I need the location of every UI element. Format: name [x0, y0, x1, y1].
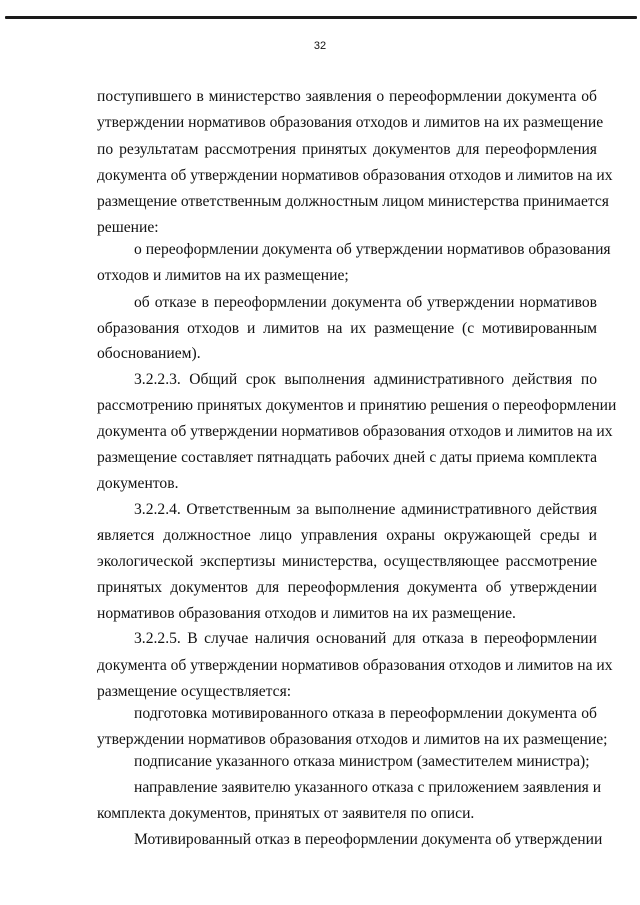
- text-line: документов.: [97, 475, 179, 492]
- text-line: 3.2.2.3. Общий срок выполнения административного действия по: [134, 371, 597, 388]
- scan-top-rule: [5, 16, 637, 19]
- text-line: подписание указанного отказа министром (заместителем министра);: [134, 753, 590, 770]
- text-line: принятых документов для переоформления документа об утверждении: [97, 579, 597, 596]
- text-line: размещение составляет пятнадцать рабочих дней с даты приема комплекта: [97, 449, 597, 466]
- text-line: о переоформлении документа об утверждении нормативов образования: [134, 241, 611, 258]
- page-number: 32: [313, 40, 327, 52]
- text-line: документа об утверждении нормативов образования отходов и лимитов на их: [97, 657, 613, 674]
- text-line: утверждении нормативов образования отходов и лимитов на их размещение: [97, 114, 604, 131]
- text-line: размещение ответственным должностным лицом министерства принимается: [97, 193, 609, 210]
- text-line: 3.2.2.5. В случае наличия оснований для отказа в переоформлении: [134, 630, 597, 647]
- text-line: подготовка мотивированного отказа в переоформлении документа об: [134, 705, 597, 722]
- text-line: об отказе в переоформлении документа об утверждении нормативов: [134, 294, 597, 311]
- text-line: образования отходов и лимитов на их размещение (с мотивированным: [97, 320, 597, 337]
- text-line: комплекта документов, принятых от заявителя по описи.: [97, 805, 475, 822]
- text-line: нормативов образования отходов и лимитов на их размещение.: [97, 605, 516, 622]
- text-line: рассмотрению принятых документов и принятию решения о переоформлении: [97, 397, 617, 414]
- text-line: размещение осуществляется:: [97, 683, 292, 700]
- text-line: экологической экспертизы министерства, осуществляющее рассмотрение: [97, 553, 597, 570]
- text-line: документа об утверждении нормативов образования отходов и лимитов на их: [97, 167, 613, 184]
- text-line: обоснованием).: [97, 345, 201, 362]
- text-line: 3.2.2.4. Ответственным за выполнение административного действия: [134, 501, 597, 518]
- text-line: решение:: [97, 219, 159, 236]
- text-line: поступившего в министерство заявления о переоформлении документа об: [97, 88, 597, 105]
- text-line: является должностное лицо управления охраны окружающей среды и: [97, 527, 597, 544]
- text-line: по результатам рассмотрения принятых документов для переоформления: [97, 141, 597, 158]
- text-line: Мотивированный отказ в переоформлении документа об утверждении: [134, 831, 603, 848]
- text-line: утверждении нормативов образования отходов и лимитов на их размещение;: [97, 731, 608, 748]
- text-line: документа об утверждении нормативов образования отходов и лимитов на их: [97, 423, 613, 440]
- text-line: направление заявителю указанного отказа с приложением заявления и: [134, 779, 602, 796]
- text-line: отходов и лимитов на их размещение;: [97, 267, 349, 284]
